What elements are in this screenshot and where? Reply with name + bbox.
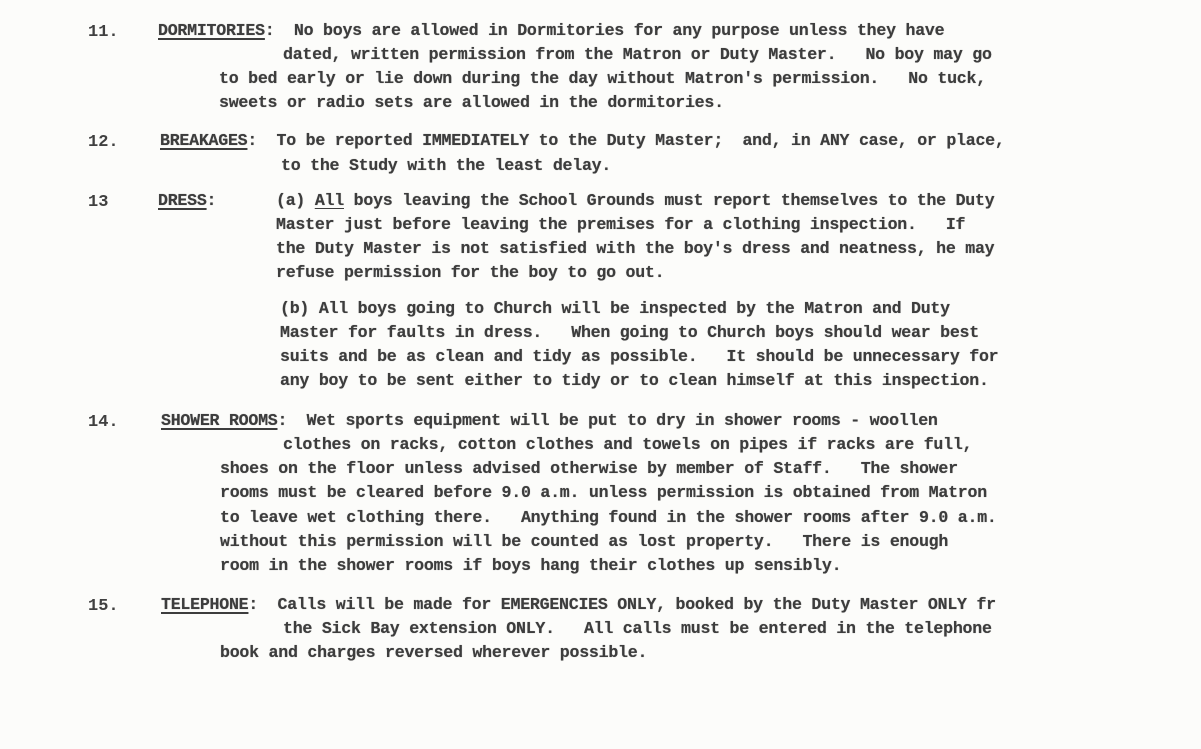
section-line: Master for faults in dress. When going to Church boys should wear best (280, 323, 979, 342)
section-line: (b) All boys going to Church will be inspected by the Matron and Duty (280, 299, 950, 318)
section-text: : To be reported IMMEDIATELY to the Duty Master; and, in ANY case, or place, (247, 131, 1005, 150)
section-line: book and charges reversed wherever possible. (220, 643, 648, 662)
section-heading: SHOWER ROOMS (161, 411, 278, 430)
section-number: 12. (88, 133, 119, 152)
emphasis-all: All (314, 191, 344, 210)
section-first-line (160, 130, 1005, 152)
section-line: rooms must be cleared before 9.0 a.m. unless permission is obtained from Matron (220, 483, 987, 502)
section-line: refuse permission for the boy to go out. (276, 263, 665, 282)
subsection-a-first-line (276, 190, 994, 212)
section-separator: : (206, 191, 217, 210)
section-line: the Sick Bay extension ONLY. All calls must be entered in the telephone (283, 619, 992, 638)
section-text: boys leaving the School Grounds must report themselves to the Duty (343, 191, 995, 210)
section-heading: TELEPHONE (161, 595, 249, 614)
section-line: without this permission will be counted as lost property. There is enough (220, 532, 949, 551)
section-line: Master just before leaving the premises for a clothing inspection. If (276, 215, 966, 234)
section-line: dated, written permission from the Matron or Duty Master. No boy may go (283, 45, 992, 64)
section-line: any boy to be sent either to tidy or to clean himself at this inspection. (280, 371, 989, 390)
section-heading: BREAKAGES (160, 131, 248, 150)
section-line: to the Study with the least delay. (281, 156, 612, 175)
section-line: to bed early or lie down during the day without Matron's permission. No tuck, (219, 69, 986, 88)
section-first-line (161, 594, 996, 616)
section-text: : No boys are allowed in Dormitories for any purpose unless they have (264, 21, 945, 40)
section-first-line (161, 410, 938, 432)
section-text: : Calls will be made for EMERGENCIES ONLY, booked by the Duty Master ONLY fr (248, 595, 996, 614)
section-line: to leave wet clothing there. Anything found in the shower rooms after 9.0 a.m. (220, 508, 997, 527)
section-line: sweets or radio sets are allowed in the dormitories. (219, 93, 724, 112)
section-heading: DORMITORIES (158, 21, 265, 40)
section-heading: DRESS (158, 191, 207, 210)
section-line: the Duty Master is not satisfied with the boy's dress and neatness, he may (276, 239, 995, 258)
section-number: 11. (88, 23, 119, 42)
section-line: suits and be as clean and tidy as possible. It should be unnecessary for (280, 347, 999, 366)
section-line: clothes on racks, cotton clothes and towels on pipes if racks are full, (283, 435, 973, 454)
section-first-line (158, 20, 944, 42)
section-line: room in the shower rooms if boys hang their clothes up sensibly. (220, 556, 842, 575)
section-heading-line (158, 190, 216, 212)
section-text: : Wet sports equipment will be put to dry in shower rooms - woollen (277, 411, 938, 430)
section-number: 15. (88, 597, 119, 616)
section-line: shoes on the floor unless advised otherwise by member of Staff. The shower (220, 459, 958, 478)
subsection-a-label: (a) (276, 191, 315, 210)
section-number: 14. (88, 413, 119, 432)
section-number: 13 (88, 193, 109, 212)
